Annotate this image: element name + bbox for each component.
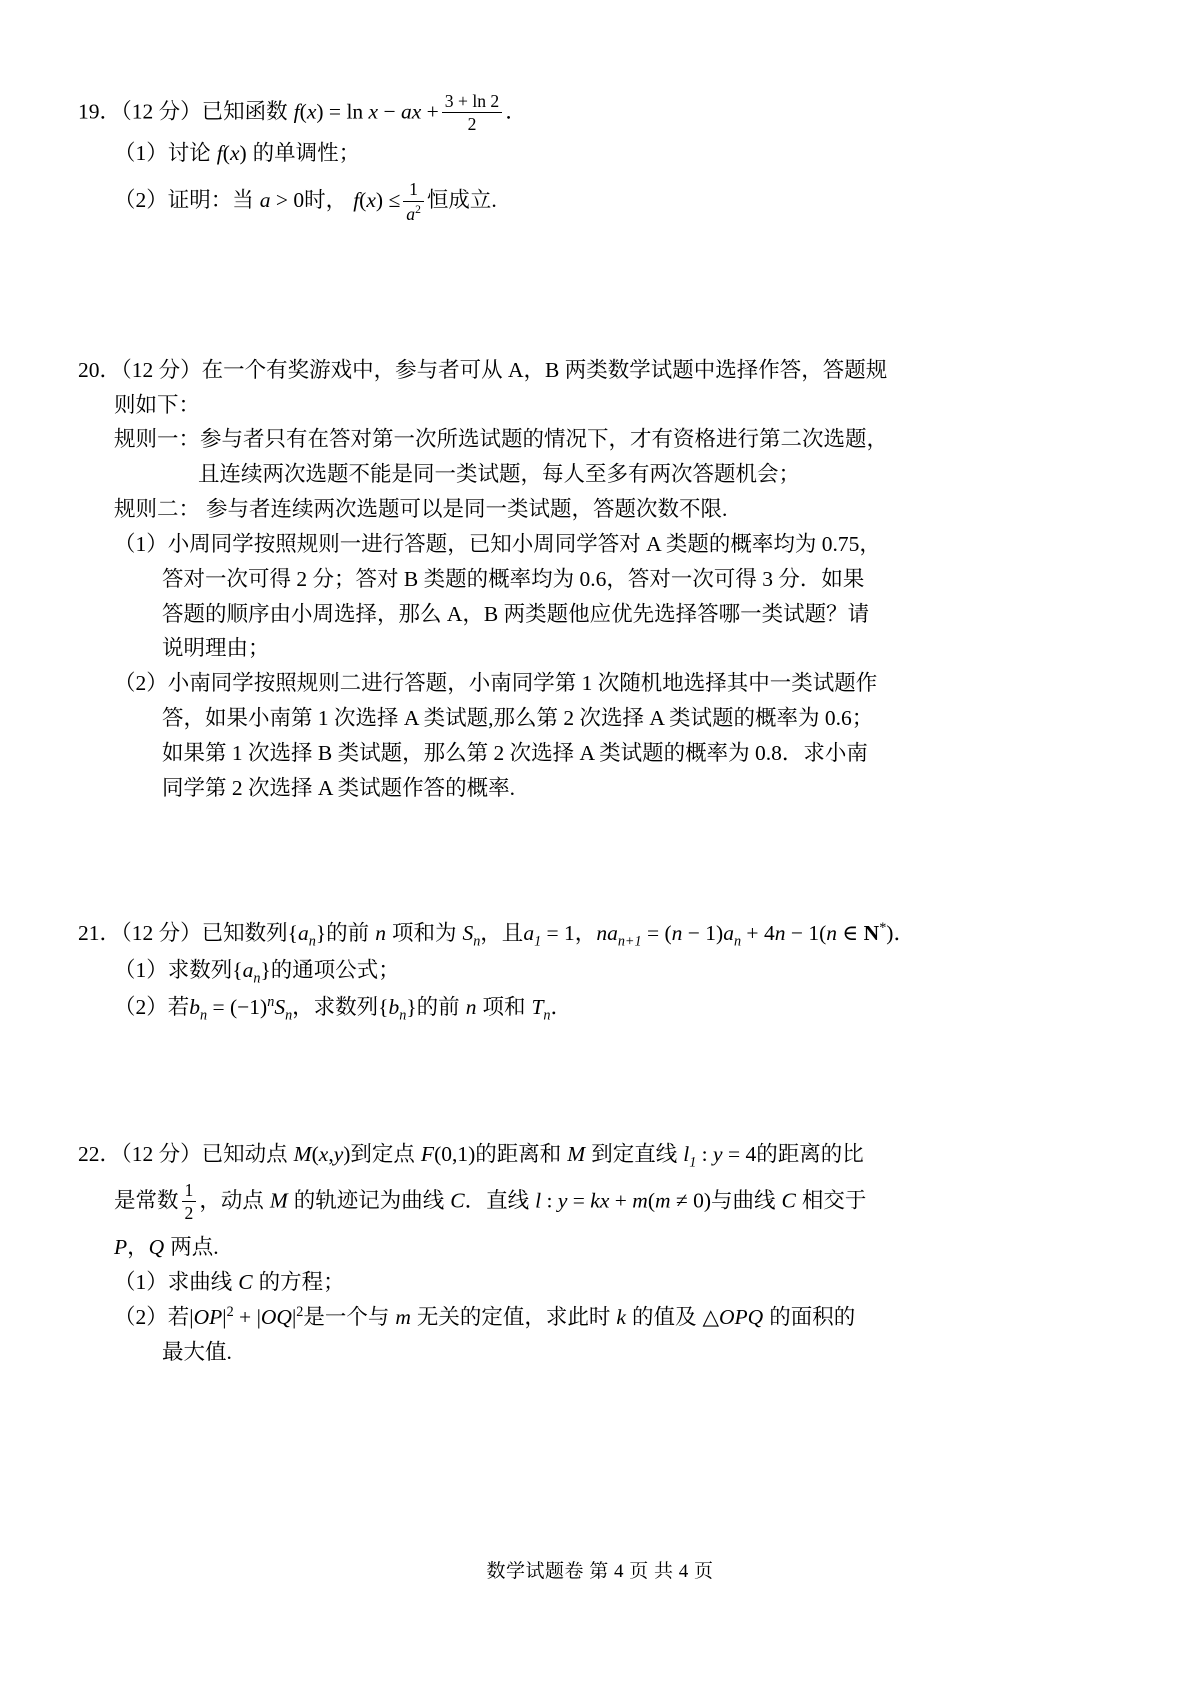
- problem-19-part-1-text-a: 讨论: [167, 140, 211, 165]
- problem-21-part-2-c: 的前: [416, 995, 460, 1020]
- page-footer: 数学试题卷 第 4 页 共 4 页: [486, 1561, 714, 1582]
- problem-22-part-2-d: 的值及: [631, 1304, 697, 1329]
- problem-20-rule-1-text-1: 参与者只有在答对第一次所选试题的情况下，才有资格进行第二次选题，: [200, 427, 889, 452]
- problem-19-part-2-text-c: 恒成立.: [426, 188, 497, 213]
- problem-21-stem-c: 项和为: [391, 920, 457, 945]
- problem-20-part-2-line-4: [78, 771, 1046, 806]
- problem-19-part-1: （1）讨论 f(x) 的单调性；: [114, 140, 361, 165]
- problem-21-stem-b: 的前: [326, 920, 370, 945]
- problem-20-part-2-line-2: [78, 701, 1046, 736]
- problem-19: [78, 92, 1046, 225]
- problem-20-number: 20: [78, 357, 100, 382]
- math-fx: f: [293, 99, 300, 124]
- problem-22-stem-g: ，动点: [199, 1188, 264, 1213]
- problem-21-part-2: （2）若$b_n = (-1)^nS_n$，求数列$\{b_n\}$的前 n 项和 $T_n$．: [114, 993, 573, 1024]
- problem-20-rule-1-text-2: 且连续两次选题不能是同一类试题，每人至多有两次答题机会；: [198, 462, 801, 487]
- problem-22-stem-l: ，: [127, 1235, 149, 1260]
- problem-20-part-1-text-1: 小周同学按照规则一进行答题，已知小周同学答对 A 类题的概率均为 0.75，: [167, 531, 881, 556]
- problem-22-stem-f: 是常数: [114, 1188, 179, 1213]
- problem-22-stem-m: 两点.: [170, 1235, 219, 1260]
- problem-21: [78, 916, 1046, 1028]
- problem-20-points: （12 分）: [121, 357, 202, 382]
- problem-21-number: 21: [78, 920, 100, 945]
- math-fraction-2: $\frac{1}{a^2}$: [403, 179, 424, 223]
- problem-21-part-2-label: （2）: [114, 995, 168, 1020]
- spacer-1: [78, 225, 1046, 299]
- problem-21-points: （12 分）: [121, 920, 202, 945]
- spacer-3: [78, 1027, 1046, 1101]
- problem-20-rule-1-line-1: [78, 422, 1046, 457]
- problem-20-part-2-text-2: 答，如果小南第 1 次选择 A 类试题,那么第 2 次选择 A 类试题的概率为 0.6；: [162, 706, 874, 731]
- problem-20-part-2-line-3: [78, 736, 1046, 771]
- problem-21-part-1-b: 的通项公式；: [270, 957, 400, 982]
- problem-19-part-2-text-a: 证明：当: [167, 188, 254, 213]
- problem-21-stem: 21．（12 分）已知数列$\{a_n\}$的前 n 项和为 $S_n$，且$a_1 = 1$，$na_{n+1} = (n - 1)a_n + 4n - 1(n$ ∈ N*)．: [78, 919, 915, 949]
- problem-19-part-1-label: （1）: [114, 140, 168, 165]
- problem-22-stem-j: 与曲线: [711, 1188, 776, 1213]
- problem-20-rule-1-line-2: [78, 457, 1046, 492]
- problem-21-part-1-label: （1）: [114, 957, 168, 982]
- problem-22-stem-a: 已知动点: [201, 1142, 288, 1167]
- problem-21-part-1: （1）求数列$\{a_n\}$的通项公式；: [114, 957, 400, 987]
- problem-20-part-1-text-4: 说明理由；: [162, 636, 270, 661]
- problem-20-part-2-text-3: 如果第 1 次选择 B 类试题，那么第 2 次选择 A 类试题的概率为 0.8．求小南: [162, 740, 868, 765]
- problem-20-part-2-text-4: 同学第 2 次选择 A 类试题作答的概率.: [162, 775, 515, 800]
- problem-22-part-2-line-2: [78, 1335, 1046, 1370]
- problem-21-stem-a: 已知数列: [201, 920, 288, 945]
- spacer-2: [78, 806, 1046, 880]
- problem-20-part-2-label: （2）: [114, 671, 168, 696]
- math-fraction-1: $\frac{3 + \ln 2}{2}$: [442, 91, 502, 135]
- problem-19-number: 19: [78, 99, 100, 124]
- page-content: [78, 92, 1046, 1369]
- spacer-2b: [78, 880, 1046, 916]
- problem-20-stem-line-1: 20．（12 分）在一个有奖游戏中，参与者可从 A，B 两类数学试题中选择作答，答题规: [78, 357, 888, 382]
- problem-20-part-1-line-4: [78, 631, 1046, 666]
- problem-20-rule-2-text-1: 参与者连续两次选题可以是同一类试题，答题次数不限.: [206, 497, 728, 522]
- spacer-3b: [78, 1101, 1046, 1137]
- problem-20-part-2-line-1: [78, 666, 1046, 701]
- problem-22-part-2-line-1: （2）若$|OP|^2 + |OQ|^2$是一个与 m 无关的定值，求此时 k 的值及 △OPQ 的面积的: [114, 1303, 856, 1329]
- problem-22-part-2-e: 的面积的: [769, 1304, 856, 1329]
- problem-22: [78, 1137, 1046, 1369]
- problem-20-stem-line-2: [78, 388, 1046, 423]
- problem-22-stem-k: 相交于: [801, 1188, 867, 1213]
- problem-22-part-1: （1）求曲线 C 的方程；: [114, 1269, 345, 1294]
- problem-21-part-2-a: 若: [167, 995, 190, 1020]
- spacer-1b: [78, 299, 1046, 353]
- problem-20-part-1-line-1: [78, 527, 1046, 562]
- problem-22-part-2-label: （2）: [114, 1304, 168, 1329]
- problem-22-part-1-b: 的方程；: [258, 1269, 345, 1294]
- problem-22-stem-e: 的距离的比: [756, 1142, 864, 1167]
- problem-22-stem-line-2: 是常数 $\frac{1}{2}$ ，动点 M 的轨迹记为曲线 C．直线 l : y = kx + m(m ≠ 0)与曲线 C 相交于: [114, 1179, 867, 1223]
- problem-22-points: （12 分）: [121, 1142, 202, 1167]
- problem-22-stem-i: ．直线: [464, 1188, 530, 1213]
- problem-19-stem: 19．（12 分）已知函数 f(x) = ln x − ax + $\frac{3 + \ln 2}{2}$ ．: [78, 91, 527, 135]
- problem-20-part-1-text-2: 答对一次可得 2 分；答对 B 类题的概率均为 0.6，答对一次可得 3 分．如果: [162, 566, 865, 591]
- problem-22-part-1-label: （1）: [114, 1269, 168, 1294]
- problem-21-part-1-a: 求数列: [167, 957, 233, 982]
- problem-20-rule-1-label: 规则一：: [114, 427, 201, 452]
- problem-22-part-2-f: 最大值.: [162, 1339, 232, 1364]
- problem-20-part-1-label: （1）: [114, 531, 168, 556]
- problem-20-part-2-text-1: 小南同学按照规则二进行答题，小南同学第 1 次随机地选择其中一类试题作: [167, 671, 878, 696]
- problem-22-stem-d: 到定直线: [591, 1142, 678, 1167]
- problem-20-part-1-text-3: 答题的顺序由小周选择，那么 A，B 两类题他应优先选择答哪一类试题？请: [162, 601, 870, 626]
- problem-19-part-2-label: （2）: [114, 188, 168, 213]
- problem-19-part-2: （2）证明：当 a > 0时， f(x) ≤ $\frac{1}{a^2}$ 恒成立.: [114, 179, 497, 224]
- problem-20-part-1-line-2: [78, 562, 1046, 597]
- problem-22-stem-c: 的距离和: [475, 1142, 562, 1167]
- problem-21-part-2-b: ，求数列: [292, 995, 379, 1020]
- problem-22-stem-line-3: P，Q 两点.: [114, 1235, 219, 1260]
- problem-20-rule-2-line-1: [78, 492, 1046, 527]
- problem-20-part-1-line-3: [78, 597, 1046, 632]
- problem-21-part-2-d: 项和: [482, 995, 526, 1020]
- problem-19-stem-text: 已知函数: [201, 99, 288, 124]
- problem-19-part-2-text-b: 时，: [304, 188, 348, 213]
- problem-22-part-1-a: 求曲线: [167, 1269, 233, 1294]
- problem-20-stem-text-1: 在一个有奖游戏中，参与者可从 A，B 两类数学试题中选择作答，答题规: [201, 357, 888, 382]
- problem-20-stem-text-2: 则如下：: [114, 392, 201, 417]
- math-fraction-3: $\frac{1}{2}$: [182, 1180, 197, 1224]
- problem-19-part-1-text-b: 的单调性；: [252, 140, 361, 165]
- problem-22-stem-line-1: 22．（12 分）已知动点 M(x,y)到定点 F(0,1)的距离和 M 到定直线 $l_1$ : y = 4的距离的比: [78, 1142, 864, 1171]
- problem-19-points: （12 分）: [121, 99, 202, 124]
- problem-22-part-2-a: 若: [167, 1304, 190, 1329]
- problem-20: [78, 353, 1046, 806]
- problem-21-stem-d: ，且: [480, 920, 524, 945]
- problem-20-rule-2-label: 规则二：: [114, 497, 201, 522]
- problem-22-stem-h: 的轨迹记为曲线: [293, 1188, 445, 1213]
- problem-22-stem-b: 到定点: [350, 1142, 415, 1167]
- problem-22-part-2-c: 无关的定值，求此时: [416, 1304, 611, 1329]
- problem-22-part-2-b: 是一个与: [303, 1304, 390, 1329]
- problem-22-number: 22: [78, 1142, 100, 1167]
